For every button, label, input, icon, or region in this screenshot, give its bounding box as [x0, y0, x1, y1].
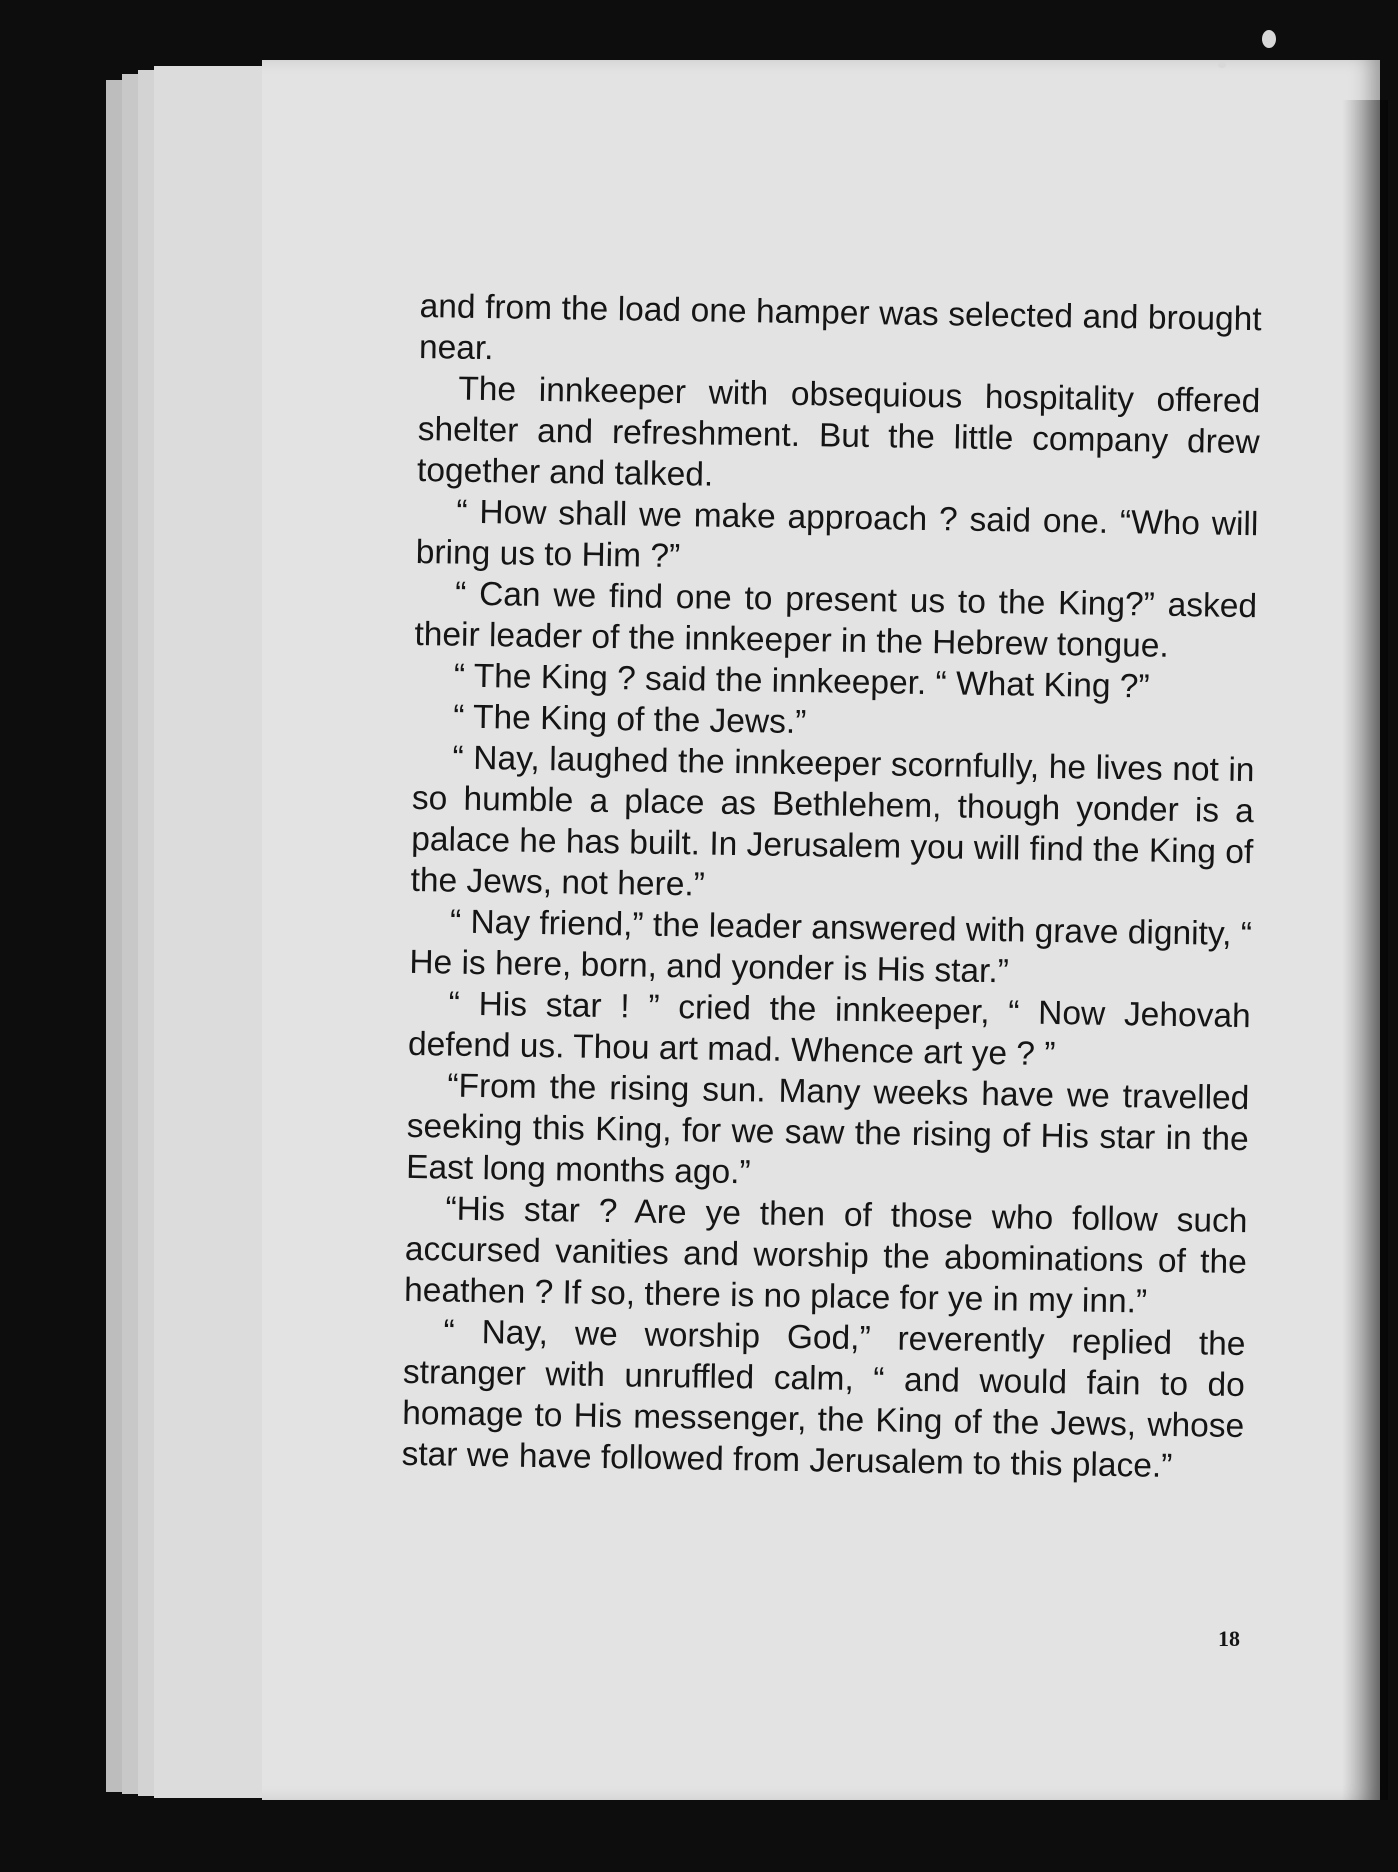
paragraph: “ Nay, laughed the innkeeper scornfully, he lives not in so humble a place as Bethlehem, though yonder is a palace he has built. In Jerusalem you will find the King of the Jews, not here.” [410, 739, 1255, 904]
paragraph: “ The King ? said the innkeeper. “ What King ?” [453, 657, 1150, 706]
scan-speck [1262, 30, 1276, 48]
scan-speck [1218, 62, 1226, 68]
page-edge [154, 66, 275, 1798]
paragraph: “From the rising sun. Many weeks have we travelled seeking this King, for we saw the rising of His star in the East long months ago.” [405, 1067, 1250, 1192]
paragraph: and from the load one hamper was selected and brought near. [418, 287, 1262, 368]
paragraph: “His star ? Are ye then of those who follow such accursed vanities and worship the abominations of the heathen ? If so, there is no place for ye in my inn.” [403, 1190, 1248, 1321]
paragraph: “ His star ! ” cried the innkeeper, “ Now Jehovah defend us. Thou art mad. Whence art ye ? ” [407, 985, 1251, 1074]
paragraph: “ The King of the Jews.” [452, 698, 807, 742]
body-text [401, 286, 1262, 1488]
page-number: 18 [1218, 1626, 1240, 1651]
paragraph: “ Nay, we worship God,” reverently replied the stranger with unruffled calm, “ and would fain to do homage to His messenger, the King of the Jews, whose star we have followed from Jerusalem to this place.” [401, 1313, 1246, 1485]
paragraph: The innkeeper with obsequious hospitality offered shelter and refreshment. But the little company drew together and talked. [416, 370, 1261, 494]
paragraph: “ Can we find one to present us to the King?” asked their leader of the innkeeper in the Hebrew tongue. [414, 575, 1258, 665]
gutter-shadow [1342, 100, 1388, 1800]
paragraph: “ Nay friend,” the leader answered with grave dignity, “ He is here, born, and yonder is His star.” [409, 903, 1253, 991]
paragraph: “ How shall we make approach ? said one. “Who will bring us to Him ?” [415, 493, 1259, 576]
